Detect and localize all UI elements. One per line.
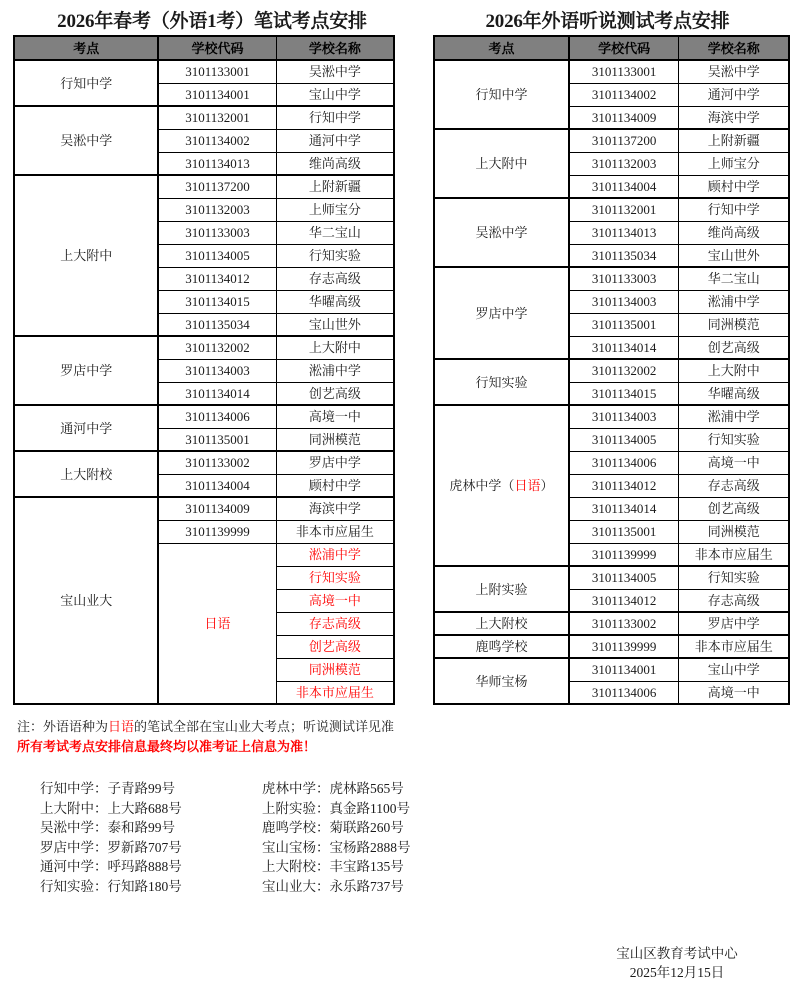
code-cell: 3101134009 <box>569 106 679 129</box>
code-cell: 3101133001 <box>158 60 276 83</box>
name-cell: 通河中学 <box>276 129 394 152</box>
header-code: 学校代码 <box>569 36 679 60</box>
code-cell: 3101139999 <box>158 520 276 543</box>
code-cell: 3101132002 <box>569 359 679 382</box>
name-cell: 存志高级 <box>276 612 394 635</box>
address-value: 子青路99号 <box>107 781 175 796</box>
table-header-row <box>14 36 394 60</box>
table-row <box>434 267 789 290</box>
site-cell: 华师宝杨 <box>434 658 569 704</box>
code-cell: 3101134013 <box>569 221 679 244</box>
name-cell: 宝山世外 <box>679 244 789 267</box>
code-cell: 3101139999 <box>569 543 679 566</box>
address-value: 上大路688号 <box>107 800 182 816</box>
address-value: 丰宝路135号 <box>329 859 404 874</box>
name-cell: 上师宝分 <box>276 198 394 221</box>
site-cell: 行知中学 <box>14 60 158 106</box>
code-cell: 3101134005 <box>569 428 679 451</box>
name-cell: 存志高级 <box>679 474 789 497</box>
address-row <box>40 838 262 858</box>
footer-organization: 宝山区教育考试中心 <box>616 946 738 961</box>
code-cell: 3101134001 <box>158 83 276 106</box>
name-cell: 行知中学 <box>679 198 789 221</box>
name-cell: 存志高级 <box>679 589 789 612</box>
code-cell: 3101134012 <box>158 267 276 290</box>
code-cell: 3101132002 <box>158 336 276 359</box>
name-cell: 行知实验 <box>679 428 789 451</box>
name-cell: 海滨中学 <box>679 106 789 129</box>
table-row <box>14 175 394 198</box>
site-cell: 上大附校 <box>14 451 158 497</box>
address-row <box>40 857 262 877</box>
table-row <box>434 405 789 428</box>
code-cell: 3101134014 <box>158 382 276 405</box>
note-line-1 <box>17 717 811 737</box>
address-row <box>262 877 484 897</box>
code-cell: 3101132003 <box>569 152 679 175</box>
code-cell: 3101132001 <box>158 106 276 129</box>
name-cell: 海滨中学 <box>276 497 394 520</box>
listening-exam-table-wrapper <box>433 35 790 705</box>
site-cell: 宝山业大 <box>14 497 158 704</box>
name-cell: 行知实验 <box>276 244 394 267</box>
code-cell: 3101134014 <box>569 497 679 520</box>
note-part-2: 的笔试全部在宝山业大考点；听说测试详见准 <box>134 719 395 734</box>
address-school-label: 罗店中学： <box>40 839 108 855</box>
table-row <box>14 451 394 474</box>
address-value: 菊联路260号 <box>329 820 404 835</box>
name-cell: 上附新疆 <box>276 175 394 198</box>
name-cell: 宝山世外 <box>276 313 394 336</box>
address-school-label: 虎林中学： <box>262 781 330 796</box>
name-cell: 吴淞中学 <box>276 60 394 83</box>
code-cell: 3101134005 <box>158 244 276 267</box>
note-red-japanese: 日语 <box>108 719 135 734</box>
code-cell: 3101139999 <box>569 635 679 658</box>
site-label-suffix: ） <box>540 478 554 493</box>
address-value: 罗新路707号 <box>107 839 182 855</box>
code-cell: 3101133003 <box>569 267 679 290</box>
tables-container <box>0 35 811 705</box>
name-cell: 华二宝山 <box>679 267 789 290</box>
code-cell: 3101134001 <box>569 658 679 681</box>
code-cell: 3101133001 <box>569 60 679 83</box>
site-cell <box>434 405 569 566</box>
name-cell: 高境一中 <box>679 451 789 474</box>
name-cell: 行知实验 <box>679 566 789 589</box>
name-cell: 通河中学 <box>679 83 789 106</box>
site-cell: 鹿鸣学校 <box>434 635 569 658</box>
name-cell: 顾村中学 <box>276 474 394 497</box>
site-label-japanese: 日语 <box>514 478 541 493</box>
name-cell: 高境一中 <box>679 681 789 704</box>
address-row <box>262 799 484 819</box>
table-row <box>14 405 394 428</box>
name-cell: 创艺高级 <box>679 336 789 359</box>
address-row <box>40 818 262 838</box>
name-cell: 同洲模范 <box>276 428 394 451</box>
table-row <box>14 60 394 83</box>
address-row <box>262 818 484 838</box>
address-school-label: 上大附中： <box>40 800 108 816</box>
name-cell: 维尚高级 <box>679 221 789 244</box>
site-cell: 罗店中学 <box>434 267 569 359</box>
name-cell: 宝山中学 <box>679 658 789 681</box>
address-value: 行知路180号 <box>107 878 182 894</box>
notes-block <box>0 717 811 757</box>
titles-row <box>0 0 811 35</box>
japanese-language-cell: 日语 <box>158 543 276 704</box>
name-cell: 淞浦中学 <box>679 290 789 313</box>
code-cell: 3101134012 <box>569 589 679 612</box>
table-row <box>434 635 789 658</box>
code-cell: 3101134006 <box>569 681 679 704</box>
name-cell: 创艺高级 <box>276 382 394 405</box>
note-part-1: 注：外语语种为 <box>17 719 109 734</box>
code-cell: 3101134006 <box>569 451 679 474</box>
table-row <box>434 658 789 681</box>
listening-exam-table-body <box>434 60 789 704</box>
site-cell: 通河中学 <box>14 405 158 451</box>
address-row <box>262 779 484 799</box>
listening-exam-table <box>433 35 790 705</box>
name-cell: 宝山中学 <box>276 83 394 106</box>
code-cell: 3101132003 <box>158 198 276 221</box>
address-school-label: 通河中学： <box>40 859 108 874</box>
code-cell: 3101137200 <box>158 175 276 198</box>
code-cell: 3101134003 <box>569 290 679 313</box>
address-school-label: 行知实验： <box>40 878 108 894</box>
name-cell: 同洲模范 <box>276 658 394 681</box>
address-row <box>262 857 484 877</box>
header-site: 考点 <box>434 36 569 60</box>
address-column-2 <box>262 779 484 896</box>
code-cell: 3101134005 <box>569 566 679 589</box>
code-cell: 3101135034 <box>158 313 276 336</box>
name-cell: 存志高级 <box>276 267 394 290</box>
page-title-right: 2026年外语听说测试考点安排 <box>485 11 730 32</box>
table-row <box>14 106 394 129</box>
name-cell: 高境一中 <box>276 589 394 612</box>
code-cell: 3101135001 <box>158 428 276 451</box>
address-row <box>40 799 262 819</box>
name-cell: 行知中学 <box>276 106 394 129</box>
name-cell: 淞浦中学 <box>679 405 789 428</box>
code-cell: 3101134013 <box>158 152 276 175</box>
code-cell: 3101134006 <box>158 405 276 428</box>
site-cell: 上附实验 <box>434 566 569 612</box>
table-row <box>434 359 789 382</box>
code-cell: 3101134004 <box>569 175 679 198</box>
site-cell: 罗店中学 <box>14 336 158 405</box>
name-cell: 非本市应届生 <box>679 543 789 566</box>
table-row <box>434 612 789 635</box>
header-name: 学校名称 <box>679 36 789 60</box>
code-cell: 3101134012 <box>569 474 679 497</box>
address-school-label: 宝山宝杨： <box>262 839 330 855</box>
code-cell: 3101133002 <box>158 451 276 474</box>
code-cell: 3101135001 <box>569 313 679 336</box>
code-cell: 3101134002 <box>569 83 679 106</box>
code-cell: 3101135034 <box>569 244 679 267</box>
address-school-label: 宝山业大： <box>262 878 330 894</box>
header-site: 考点 <box>14 36 158 60</box>
address-row <box>40 779 262 799</box>
site-cell: 上大附中 <box>434 129 569 198</box>
table-header-row <box>434 36 789 60</box>
name-cell: 淞浦中学 <box>276 359 394 382</box>
table-row <box>434 60 789 83</box>
address-value: 泰和路99号 <box>107 820 175 835</box>
name-cell: 创艺高级 <box>276 635 394 658</box>
table-row <box>434 566 789 589</box>
site-label-prefix: 虎林中学（ <box>449 478 515 493</box>
address-row <box>262 838 484 858</box>
name-cell: 维尚高级 <box>276 152 394 175</box>
site-cell: 行知实验 <box>434 359 569 405</box>
code-cell: 3101134015 <box>569 382 679 405</box>
code-cell: 3101135001 <box>569 520 679 543</box>
name-cell: 非本市应届生 <box>276 520 394 543</box>
written-exam-table <box>13 35 395 705</box>
name-cell: 创艺高级 <box>679 497 789 520</box>
header-code: 学校代码 <box>158 36 276 60</box>
code-cell: 3101134009 <box>158 497 276 520</box>
code-cell: 3101134014 <box>569 336 679 359</box>
address-value: 呼玛路888号 <box>107 859 182 874</box>
addresses-block <box>0 779 811 896</box>
site-cell: 吴淞中学 <box>434 198 569 267</box>
name-cell: 顾村中学 <box>679 175 789 198</box>
table-row <box>434 129 789 152</box>
address-value: 真金路1100号 <box>329 800 410 816</box>
address-school-label: 行知中学： <box>40 781 108 796</box>
code-cell: 3101133002 <box>569 612 679 635</box>
footer-date: 2025年12月15日 <box>629 965 725 980</box>
address-school-label: 鹿鸣学校： <box>262 820 330 835</box>
name-cell: 吴淞中学 <box>679 60 789 83</box>
address-value: 宝杨路2888号 <box>329 839 411 855</box>
name-cell: 淞浦中学 <box>276 543 394 566</box>
code-cell: 3101137200 <box>569 129 679 152</box>
code-cell: 3101134003 <box>158 359 276 382</box>
written-exam-table-wrapper <box>13 35 395 705</box>
name-cell: 行知实验 <box>276 566 394 589</box>
address-school-label: 上附实验： <box>262 800 330 816</box>
address-school-label: 吴淞中学： <box>40 820 108 835</box>
table-row <box>14 336 394 359</box>
site-cell: 上大附中 <box>14 175 158 336</box>
name-cell: 上附新疆 <box>679 129 789 152</box>
header-name: 学校名称 <box>276 36 394 60</box>
name-cell: 华曜高级 <box>276 290 394 313</box>
written-exam-table-body <box>14 60 394 704</box>
code-cell: 3101133003 <box>158 221 276 244</box>
name-cell: 华二宝山 <box>276 221 394 244</box>
note-line-2: 所有考试考点安排信息最终均以准考证上信息为准！ <box>17 739 317 754</box>
name-cell: 华曜高级 <box>679 382 789 405</box>
site-cell: 吴淞中学 <box>14 106 158 175</box>
name-cell: 非本市应届生 <box>276 681 394 704</box>
address-value: 永乐路737号 <box>329 878 404 894</box>
page-title-left: 2026年春考（外语1考）笔试考点安排 <box>57 11 367 32</box>
name-cell: 罗店中学 <box>276 451 394 474</box>
footer-block <box>567 944 787 982</box>
name-cell: 高境一中 <box>276 405 394 428</box>
site-cell: 行知中学 <box>434 60 569 129</box>
name-cell: 同洲模范 <box>679 313 789 336</box>
name-cell: 非本市应届生 <box>679 635 789 658</box>
site-cell: 上大附校 <box>434 612 569 635</box>
code-cell: 3101134002 <box>158 129 276 152</box>
address-value: 虎林路565号 <box>329 781 404 796</box>
address-column-1 <box>40 779 262 896</box>
address-school-label: 上大附校： <box>262 859 330 874</box>
name-cell: 上大附中 <box>276 336 394 359</box>
address-row <box>40 877 262 897</box>
code-cell: 3101134015 <box>158 290 276 313</box>
name-cell: 上师宝分 <box>679 152 789 175</box>
code-cell: 3101134004 <box>158 474 276 497</box>
name-cell: 罗店中学 <box>679 612 789 635</box>
code-cell: 3101132001 <box>569 198 679 221</box>
name-cell: 同洲模范 <box>679 520 789 543</box>
table-row <box>14 497 394 520</box>
name-cell: 上大附中 <box>679 359 789 382</box>
code-cell: 3101134003 <box>569 405 679 428</box>
table-row <box>434 198 789 221</box>
